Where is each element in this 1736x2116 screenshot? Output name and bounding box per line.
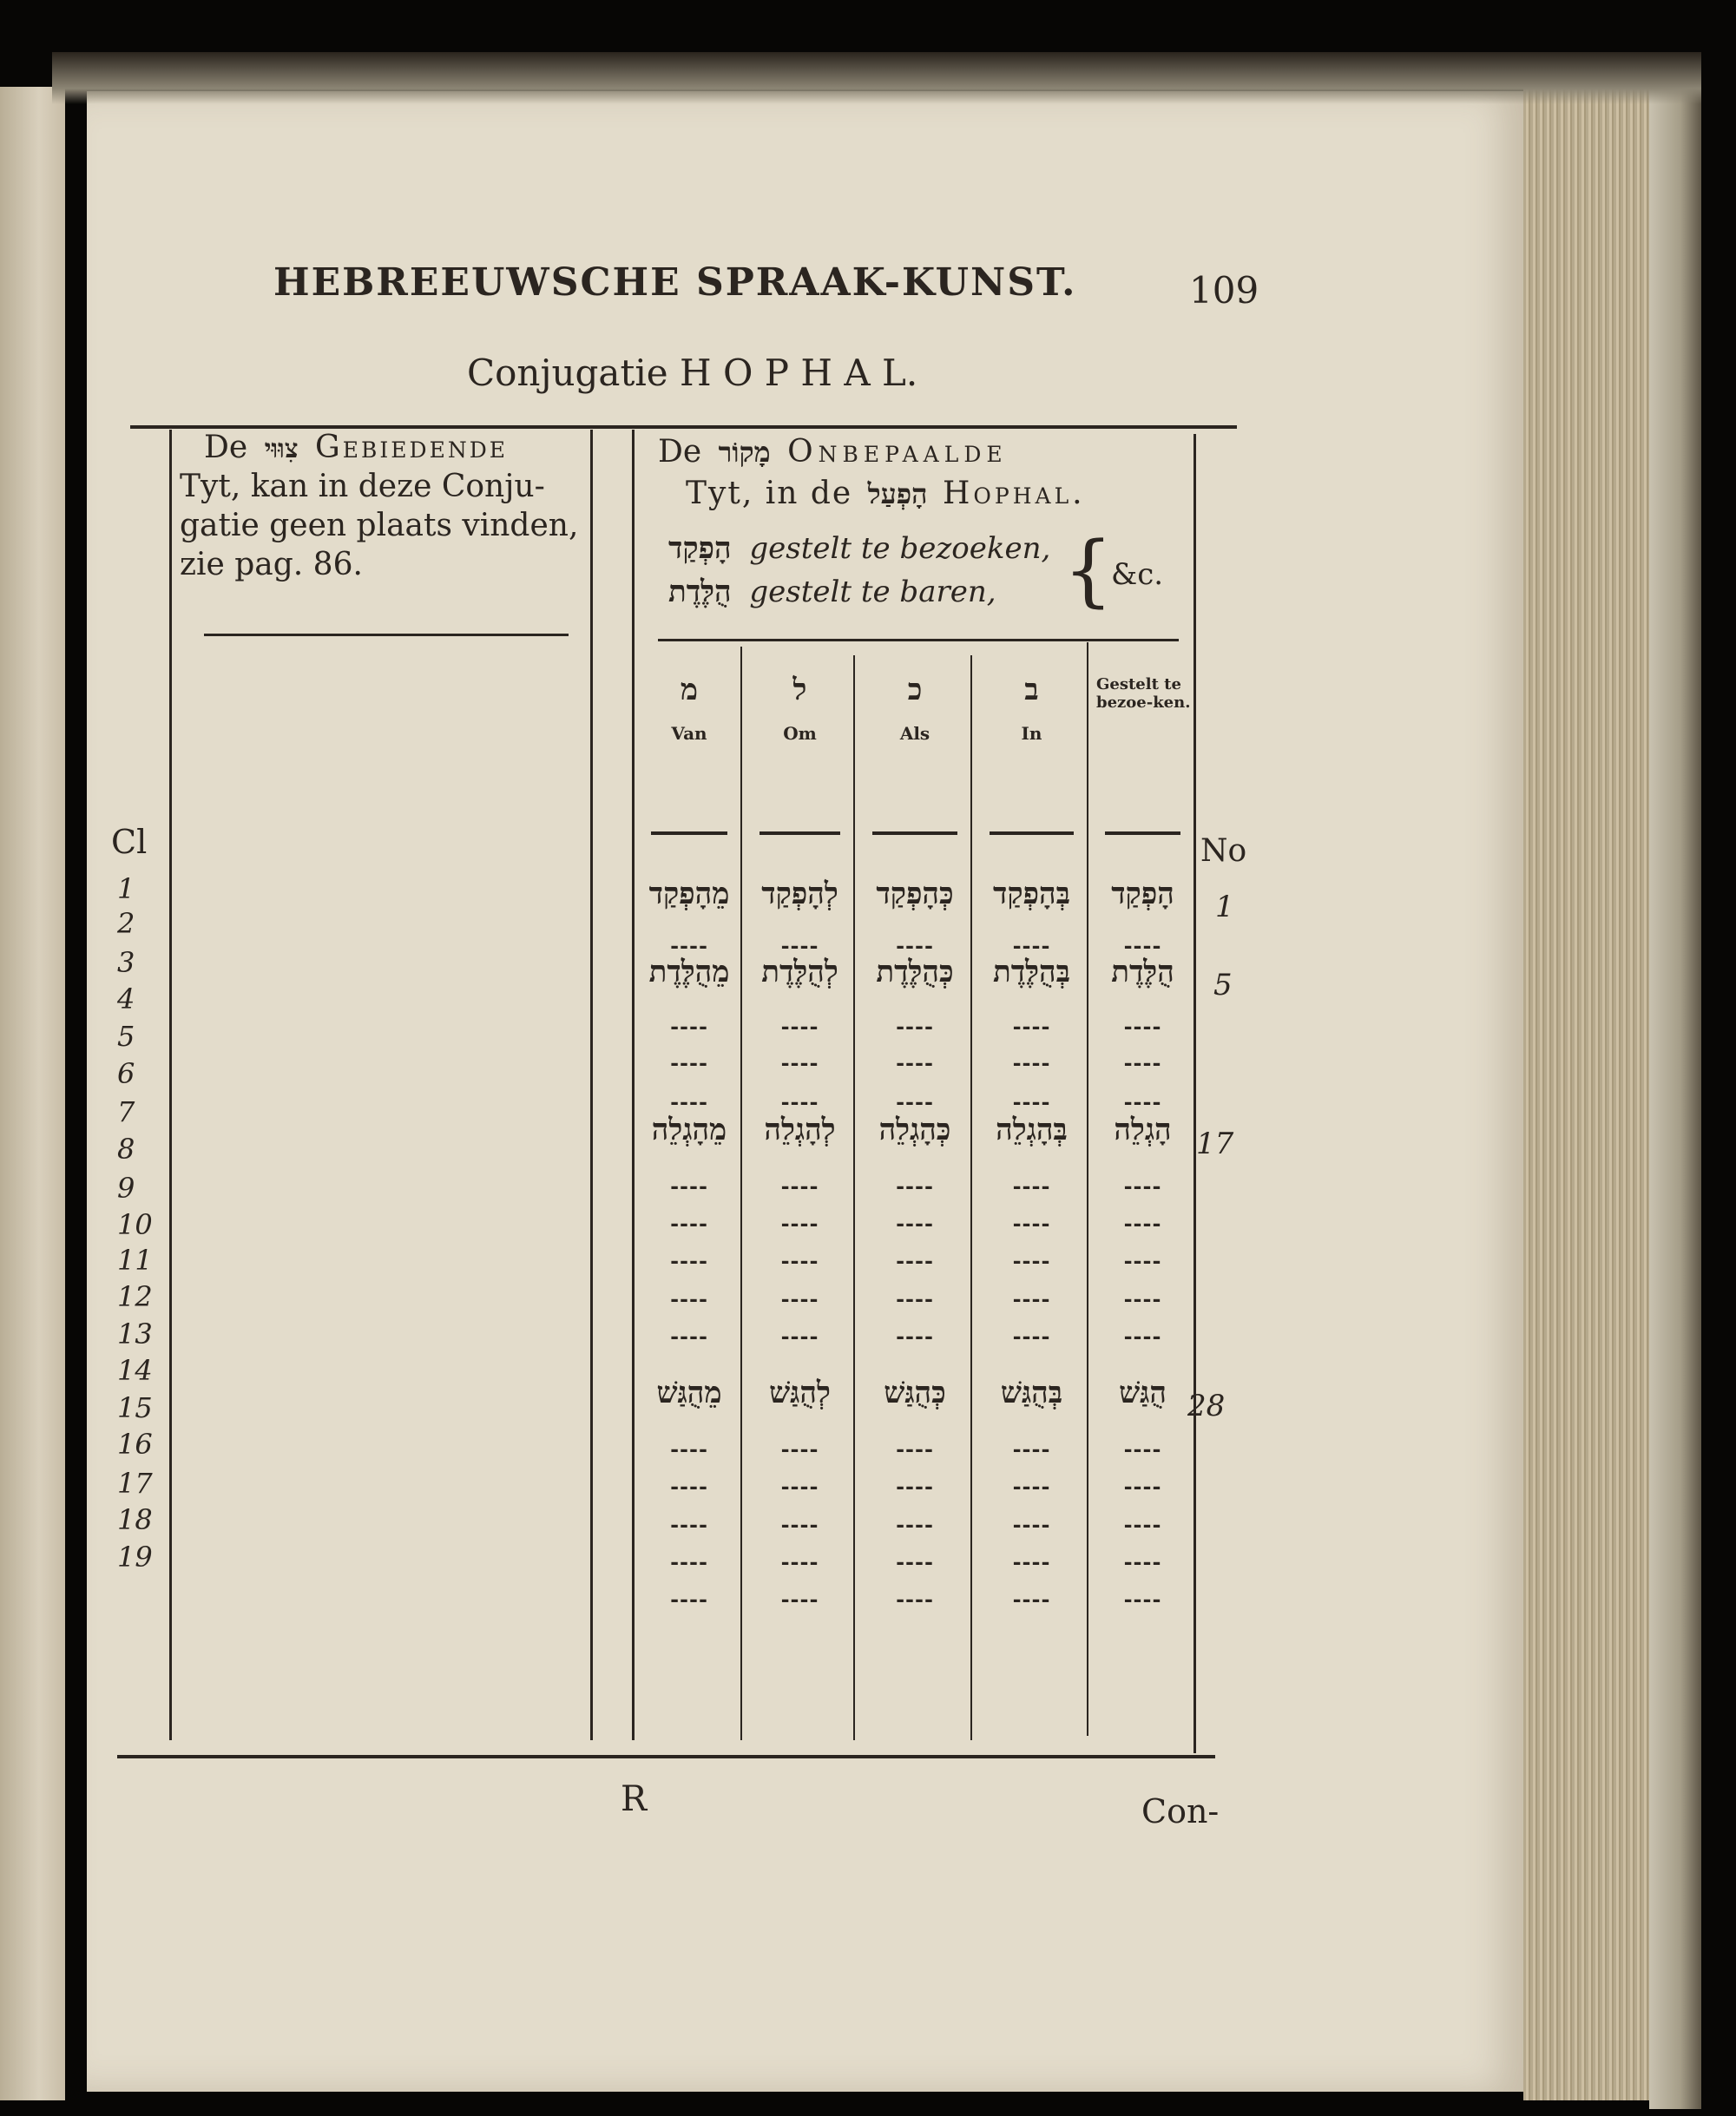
top-shadow [52,52,1701,104]
hebrew-form: בְּהָפְקַד [993,877,1070,911]
dash-placeholder: ---- [1123,1549,1162,1574]
dash-placeholder: ---- [780,933,819,958]
column-header-rule [760,831,840,835]
bottom-rule [117,1755,1215,1758]
column-header-label: Als [899,723,930,744]
section-title: Conjugatie H O P H A L. [467,352,918,394]
dash-placeholder: ---- [670,1050,708,1075]
dash-placeholder: ---- [780,1211,819,1236]
dash-placeholder: ---- [670,1587,708,1612]
dash-placeholder: ---- [1012,1248,1051,1273]
right-onbepaalde: Onbepaalde [787,434,1008,470]
dash-placeholder: ---- [670,933,708,958]
row-number: 18 [117,1503,153,1536]
no-label: No [1200,833,1247,869]
dash-placeholder: ---- [896,1324,934,1349]
dash-placeholder: ---- [896,1014,934,1039]
dash-placeholder: ---- [1123,1050,1162,1075]
dash-placeholder: ---- [1012,1211,1051,1236]
dash-placeholder: ---- [670,1248,708,1273]
left-block-line3: gatie geen plaats vinden, [180,508,579,543]
col-divider-1 [740,647,742,1740]
hebrew-form: לְהֻלֶּדֶת [761,955,838,989]
left-block-line1 [204,430,508,465]
dash-placeholder: ---- [1123,1587,1162,1612]
dash-placeholder: ---- [1123,1248,1162,1273]
dash-placeholder: ---- [896,1549,934,1574]
dash-placeholder: ---- [1012,1050,1051,1075]
dash-placeholder: ---- [896,1089,934,1114]
row-number: 1 [117,872,135,905]
brace: { [1063,525,1114,616]
dash-placeholder: ---- [1012,1549,1051,1574]
dash-placeholder: ---- [896,1474,934,1499]
dash-placeholder: ---- [1123,933,1162,958]
dash-placeholder: ---- [780,1014,819,1039]
dash-placeholder: ---- [1012,1173,1051,1199]
right-hophal: Hophal. [943,476,1086,511]
right-block-rule [658,639,1179,641]
hebrew-form: הָגְלֵה [1114,1113,1172,1147]
row-number: 3 [117,946,135,979]
left-page-edge [0,87,65,2100]
column-header-letter: כ [907,673,923,707]
dash-placeholder: ---- [896,1173,934,1199]
dash-placeholder: ---- [780,1324,819,1349]
row-number: 12 [117,1280,153,1313]
col-divider-2 [853,655,855,1740]
right-tyt: Tyt, in de [686,476,853,511]
right-hofal-hebrew: הָפְעַל [867,477,928,510]
dash-placeholder: ---- [670,1286,708,1311]
left-hebrew: צִוּוּי [264,434,299,464]
example-line-2 [668,575,996,609]
catchword: Con- [1141,1792,1220,1830]
dash-placeholder: ---- [1012,1286,1051,1311]
dash-placeholder: ---- [896,1211,934,1236]
dash-placeholder: ---- [780,1436,819,1462]
dash-placeholder: ---- [1123,1436,1162,1462]
side-number: 5 [1213,968,1233,1002]
dash-placeholder: ---- [780,1512,819,1537]
dash-placeholder: ---- [896,933,934,958]
row-number: 19 [117,1541,153,1574]
row-number: 10 [117,1208,153,1241]
dash-placeholder: ---- [670,1512,708,1537]
col-divider-4 [1087,642,1088,1736]
right-block-line2 [686,476,1086,511]
side-number: 28 [1187,1389,1226,1423]
hebrew-form: לְהָגְלֵה [764,1113,836,1147]
dash-placeholder: ---- [780,1286,819,1311]
hebrew-form: לְהָפְקַד [761,877,838,911]
dash-placeholder: ---- [1123,1211,1162,1236]
dash-placeholder: ---- [1123,1014,1162,1039]
dash-placeholder: ---- [1123,1512,1162,1537]
dash-placeholder: ---- [1012,1587,1051,1612]
row-number: 4 [117,982,135,1015]
dash-placeholder: ---- [1012,1512,1051,1537]
etc: &c. [1111,557,1164,592]
row-number: 6 [117,1057,135,1090]
row-number: 5 [117,1020,135,1053]
hebrew-form: הָפְקַד [1111,877,1174,911]
row-number: 9 [117,1172,135,1205]
dash-placeholder: ---- [780,1248,819,1273]
dash-placeholder: ---- [1123,1173,1162,1199]
row-number: 8 [117,1133,135,1166]
hebrew-form: מֵהָגְלֵה [651,1113,727,1147]
dash-placeholder: ---- [780,1089,819,1114]
dash-placeholder: ---- [780,1173,819,1199]
vline-mid [632,430,635,1740]
dash-placeholder: ---- [670,1089,708,1114]
dash-placeholder: ---- [780,1474,819,1499]
left-de: De [204,430,248,465]
column-header-letter: ב [1024,673,1039,707]
row-number: 7 [117,1095,135,1128]
signature: R [621,1779,648,1819]
left-block-line4: zie pag. 86. [180,547,363,582]
dash-placeholder: ---- [1123,1324,1162,1349]
hebrew-form: מֵהָפְקַד [648,877,730,911]
vline-left [169,430,172,1740]
dash-placeholder: ---- [780,1050,819,1075]
column-header-rule [651,831,727,835]
hebrew-form: בְּהֻגַּשׁ [1000,1376,1063,1410]
vline-left2 [590,430,593,1740]
dash-placeholder: ---- [670,1474,708,1499]
dash-placeholder: ---- [780,1549,819,1574]
page-edges [1523,74,1654,2100]
column-header-letter: מ [680,673,699,707]
dash-placeholder: ---- [670,1549,708,1574]
running-title: HEBREEUWSCHE SPRAAK-KUNST. [273,260,1077,305]
dash-placeholder: ---- [896,1512,934,1537]
column-header-label: Om [783,723,817,744]
dash-placeholder: ---- [1012,1089,1051,1114]
column-header-rule [990,831,1074,835]
right-hebrew: מָקוֹר [718,436,771,469]
dash-placeholder: ---- [670,1173,708,1199]
column-header-letter: ל [792,673,807,707]
dash-placeholder: ---- [1123,1286,1162,1311]
hebrew-form: מֵהֻלֶּדֶת [648,955,730,989]
column-header-rule [1105,831,1180,835]
dash-placeholder: ---- [896,1286,934,1311]
side-number: 17 [1196,1127,1234,1161]
row-number: Cl [111,823,148,861]
right-de: De [658,434,702,470]
dash-placeholder: ---- [896,1248,934,1273]
column-header-label: Gestelt te bezoe-ken. [1096,675,1191,712]
hebrew-form: הֻלֶּדֶת [1111,955,1174,989]
dash-placeholder: ---- [1012,933,1051,958]
row-number: 13 [117,1318,153,1350]
hebrew-form: כְּהָגְלֵה [878,1113,951,1147]
row-number: 16 [117,1428,153,1461]
dash-placeholder: ---- [1123,1474,1162,1499]
dash-placeholder: ---- [1012,1436,1051,1462]
side-number: 1 [1215,890,1234,924]
row-number: 2 [117,907,135,940]
ex2-hebrew: הֻלֶּדֶת [668,575,732,609]
row-number: 15 [117,1391,153,1424]
right-block-line1 [658,434,1008,470]
column-header-label: Van [671,723,707,744]
column-header-label: In [1021,723,1042,744]
dash-placeholder: ---- [780,1587,819,1612]
hebrew-form: בְּהָגְלֵה [996,1113,1068,1147]
dash-placeholder: ---- [896,1436,934,1462]
hebrew-form: בְּהֻלֶּדֶת [993,955,1070,989]
vline-right [1194,434,1196,1753]
dash-placeholder: ---- [1012,1474,1051,1499]
ex1-text: gestelt te bezoeken, [749,531,1051,566]
row-number: 11 [117,1244,153,1277]
row-number: 17 [117,1467,153,1500]
dash-placeholder: ---- [1012,1324,1051,1349]
col-divider-3 [970,655,972,1740]
hebrew-form: מֵהֻגַּשׁ [656,1376,722,1410]
dash-placeholder: ---- [896,1050,934,1075]
ex1-hebrew: הָפְקַד [668,531,732,566]
hebrew-form: לְהֻגַּשׁ [769,1376,831,1410]
hebrew-form: כְּהֻלֶּדֶת [876,955,954,989]
left-block-rule [204,634,569,636]
dash-placeholder: ---- [670,1436,708,1462]
dash-placeholder: ---- [670,1211,708,1236]
dash-placeholder: ---- [1012,1014,1051,1039]
example-line-1 [668,531,1050,566]
hebrew-form: כְּהֻגַּשׁ [884,1376,946,1410]
left-block-line2: Tyt, kan in deze Conju- [180,469,545,504]
dash-placeholder: ---- [896,1587,934,1612]
top-rule [130,425,1237,429]
column-header-rule [872,831,957,835]
page-number: 109 [1189,269,1259,312]
left-gebiedende: Gebiedende [315,430,508,465]
dash-placeholder: ---- [670,1324,708,1349]
dash-placeholder: ---- [1123,1089,1162,1114]
row-number: 14 [117,1354,153,1387]
ex2-text: gestelt te baren, [749,575,996,609]
dash-placeholder: ---- [670,1014,708,1039]
book-cover [1649,52,1701,2109]
hebrew-form: הֻגַּשׁ [1119,1376,1167,1410]
hebrew-form: כְּהָפְקַד [876,877,954,911]
